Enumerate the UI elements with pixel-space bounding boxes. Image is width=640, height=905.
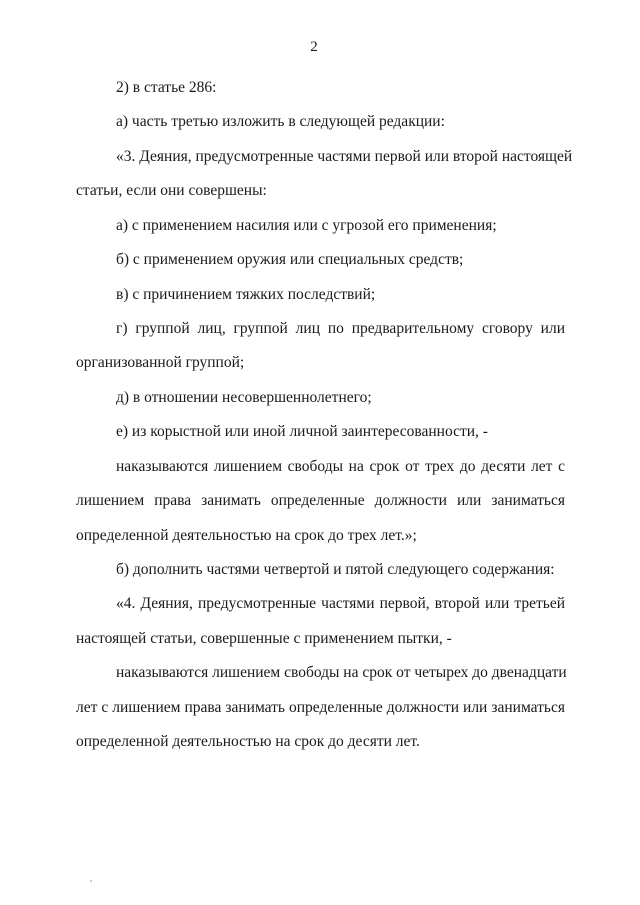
penalty-3-line-2: лишением права занимать определенные должности или заниматься [76,492,565,509]
clause-g-line-2: организованной группой; [76,354,245,371]
scan-speck [90,880,92,882]
penalty-4-line-3: определенной деятельностью на срок до десяти лет. [76,733,420,750]
clause-v: в) с причинением тяжких последствий; [116,286,376,303]
penalty-4-line-1: наказываются лишением свободы на срок от четырех до двенадцати [116,664,567,681]
list-item-article-286: 2) в статье 286: [116,79,217,96]
clause-d: д) в отношении несовершеннолетнего; [116,389,372,406]
clause-a: а) с применением насилия или с угрозой его применения; [116,217,497,234]
sub-item-a-part-three: а) часть третью изложить в следующей редакции: [116,113,445,130]
penalty-3-line-1: наказываются лишением свободы на срок от трех до десяти лет с [116,458,565,475]
page-number: 2 [310,39,318,55]
clause-e: е) из корыстной или иной личной заинтересованности, - [116,423,488,440]
quote-part-4-line-1: «4. Деяния, предусмотренные частями первой, второй или третьей [116,595,565,612]
sub-item-b-add-parts: б) дополнить частями четвертой и пятой следующего содержания: [116,561,555,578]
quote-part-3-line-2: статьи, если они совершены: [76,182,267,199]
quote-part-4-line-2: настоящей статьи, совершенные с применением пытки, - [76,630,452,647]
clause-g-line-1: г) группой лиц, группой лиц по предварительному сговору или [116,320,565,337]
penalty-3-line-3: определенной деятельностью на срок до трех лет.»; [76,527,417,544]
penalty-4-line-2: лет с лишением права занимать определенные должности или заниматься [76,699,565,716]
clause-b: б) с применением оружия или специальных средств; [116,251,464,268]
quote-part-3-line-1: «3. Деяния, предусмотренные частями первой или второй настоящей [116,148,573,165]
